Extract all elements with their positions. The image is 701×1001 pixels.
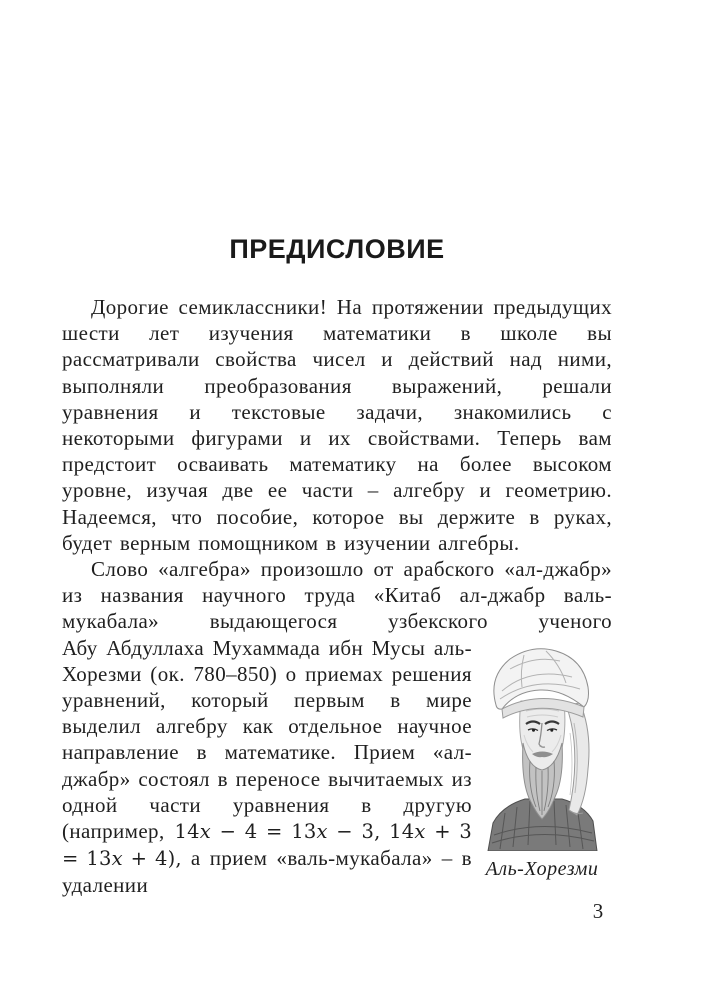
text-run: Абу Абдуллаха Мухаммада ибн Мусы аль-Хорезми (ок. 780–850) о приемах решения уравнений, который первым в мире выделил алгебру как отдельное научное направление в математике. Прием «ал-джабр» состоял в переносе вычитаемых из одной части уравнения в другую (например, (62, 635, 472, 844)
paragraph-algebra-origin: Слово «алгебра» произошло от арабского «ал-джабр» из названия научного труда «Китаб ал-джабр валь-мукабала» выдающегося узбекского ученого (62, 557, 612, 634)
al-khwarizmi-figure (472, 643, 612, 881)
math-run: − 3, 14 (327, 820, 415, 844)
math-run: + 4), (122, 847, 182, 871)
page-content (62, 236, 612, 899)
figure-caption: Аль-Хорезми (485, 857, 599, 880)
math-run: x (111, 847, 123, 871)
math-run: 14 (174, 820, 200, 844)
math-run: + 3 = 13 (62, 820, 472, 871)
al-khwarizmi-portrait (480, 643, 605, 851)
wrap-block (62, 635, 612, 899)
body-text (62, 294, 612, 899)
math-run: x (316, 820, 328, 844)
wrap-paragraph-text (62, 636, 472, 898)
text-run: а прием «валь-мукабала» – в удалении (62, 846, 473, 898)
chapter-title: ПРЕДИСЛОВИЕ (229, 234, 445, 264)
math-run: x (414, 820, 426, 844)
math-run: x (199, 820, 211, 844)
page-number: 3 (592, 899, 604, 923)
math-run: − 4 = 13 (210, 820, 317, 844)
paragraph-intro-students: Дорогие семиклассники! На протяжении предыдущих шести лет изучения математики в школе вы рассматривали свойства чисел и действий над ними, выполняли преобразования выражений, решали уравнения и текстовые задачи, знакомились с некоторыми фигурами и их свойствами. Теперь вам предстоит осваивать математику на более высоком уровне, изучая две ее части – алгебру и геометрию. Надеемся, что пособие, которое вы держите в руках, будет верным помощником в изучении алгебры. (62, 295, 612, 555)
